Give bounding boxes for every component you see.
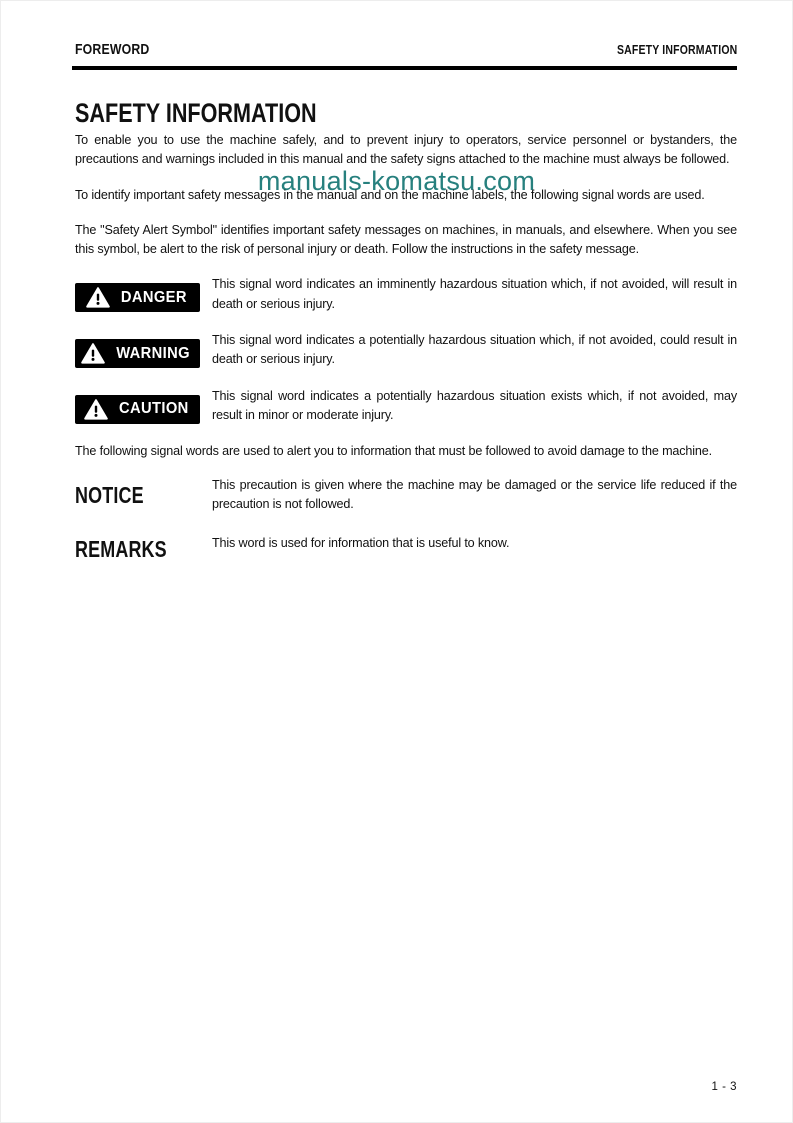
caution-description: This signal word indicates a potentially hazardous situation exists which, if not avoided, may result in minor or moderate injury.	[212, 388, 737, 422]
signal-word-row-warning	[75, 331, 737, 370]
between-note-paragraph: The following signal words are used to alert you to information that must be followed to avoid damage to the machine.	[75, 444, 712, 459]
danger-badge	[75, 283, 200, 312]
caution-badge-label: CAUTION	[118, 400, 189, 418]
badge-column	[75, 275, 212, 312]
badge-column	[75, 387, 212, 424]
notice-description: This precaution is given where the machine may be damaged or the service life reduced if the precaution is not followed.	[212, 477, 737, 511]
remarks-row	[75, 534, 737, 561]
warning-triangle-icon	[81, 343, 105, 364]
danger-badge-label: DANGER	[120, 288, 187, 306]
header-rule	[72, 66, 737, 70]
page-number: 1 - 3	[711, 1081, 737, 1093]
intro-paragraph-2: To identify important safety messages in the manual and on the machine labels, the following signal words are used.	[75, 187, 705, 202]
signal-word-row-danger	[75, 275, 737, 314]
watermark-text: manuals-komatsu.com	[257, 166, 536, 196]
content-area	[75, 100, 737, 561]
header-section-label: FOREWORD	[75, 41, 150, 58]
page-header	[75, 41, 737, 58]
notice-row	[75, 476, 737, 515]
badge-column	[75, 331, 212, 368]
warning-triangle-icon	[86, 287, 110, 308]
remarks-description: This word is used for information that is useful to know.	[212, 536, 510, 551]
page-title: SAFETY INFORMATION	[75, 98, 317, 128]
danger-description: This signal word indicates an imminently hazardous situation which, if not avoided, will result in death or serious injury.	[212, 277, 737, 311]
intro-paragraph-3: The "Safety Alert Symbol" identifies important safety messages on machines, in manuals, and elsewhere. When you see this symbol, be alert to the risk of personal injury or death. Follow the instructions in the safety message.	[75, 222, 737, 257]
signal-word-row-caution	[75, 387, 737, 426]
notice-label: NOTICE	[75, 481, 144, 508]
warning-description: This signal word indicates a potentially hazardous situation which, if not avoided, could result in death or serious injury.	[212, 333, 737, 367]
warning-badge	[75, 339, 200, 368]
remarks-label: REMARKS	[75, 536, 167, 563]
header-chapter-label: SAFETY INFORMATION	[616, 43, 737, 57]
warning-badge-label: WARNING	[116, 344, 191, 362]
label-column	[75, 476, 212, 507]
warning-triangle-icon	[84, 399, 108, 420]
caution-badge	[75, 395, 200, 424]
intro-paragraph-1: To enable you to use the machine safely, and to prevent injury to operators, service personnel or bystanders, the precautions and warnings included in this manual and the safety signs attached to the machine must always be followed.	[75, 133, 737, 167]
label-column	[75, 534, 212, 561]
